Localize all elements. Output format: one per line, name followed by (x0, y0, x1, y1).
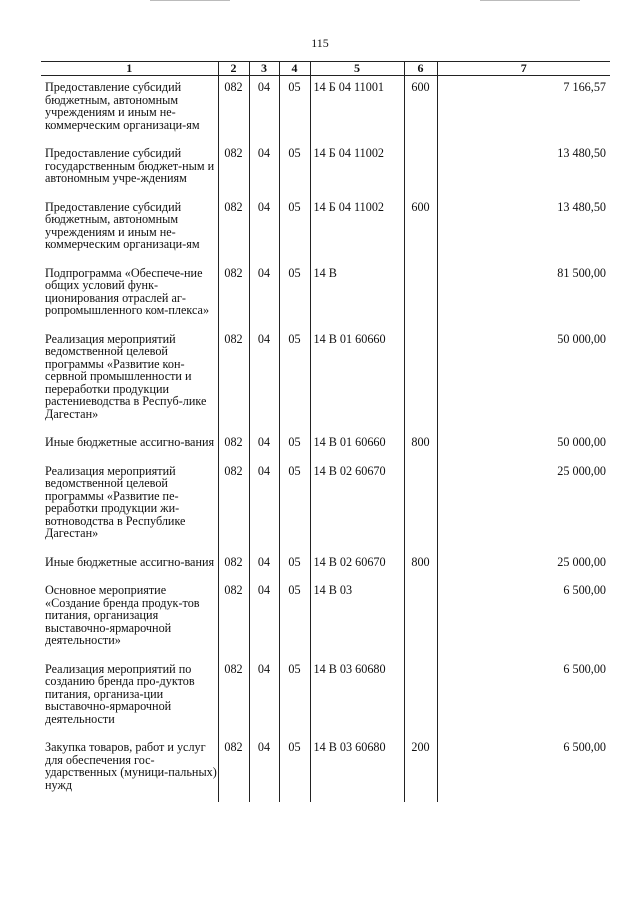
row-amount-cell: 81 500,00 (437, 262, 610, 328)
row-name-cell: Предоставление субсидий бюджетным, автономным учреждениям и иным не-коммерческим организаци-ям (45, 199, 200, 251)
column-header: 4 (279, 62, 310, 76)
row-ministry-cell: 082 (218, 658, 249, 737)
row-name-cell: Закупка товаров, работ и услуг для обеспечения гос-ударственных (муници-пальных) нужд (45, 740, 217, 792)
row-subsection-cell: 05 (279, 579, 310, 658)
row-subsection-cell: 05 (279, 76, 310, 143)
scan-edge-line (150, 0, 230, 1)
row-target-cell: 14 Б 04 11001 (310, 76, 404, 143)
row-expense-type-cell (404, 328, 437, 432)
row-section-cell: 04 (249, 431, 279, 460)
row-amount-cell: 50 000,00 (437, 431, 610, 460)
column-header: 6 (404, 62, 437, 76)
row-ministry-cell: 082 (218, 196, 249, 262)
column-header: 5 (310, 62, 404, 76)
row-expense-type-cell: 800 (404, 431, 437, 460)
table-row (41, 658, 610, 737)
table-header-row (41, 62, 610, 76)
table-row (41, 431, 610, 460)
row-expense-type-cell: 600 (404, 76, 437, 143)
row-section-cell: 04 (249, 196, 279, 262)
column-header: 7 (437, 62, 610, 76)
row-subsection-cell: 05 (279, 196, 310, 262)
table-row (41, 551, 610, 580)
row-target-cell: 14 В 03 60680 (310, 658, 404, 737)
row-ministry-cell: 082 (218, 551, 249, 580)
row-target-cell: 14 В 02 60670 (310, 551, 404, 580)
row-target-cell: 14 Б 04 11002 (310, 196, 404, 262)
row-expense-type-cell (404, 262, 437, 328)
row-amount-cell: 7 166,57 (437, 76, 610, 143)
row-ministry-cell: 082 (218, 431, 249, 460)
row-target-cell: 14 В 03 (310, 579, 404, 658)
page-number: 115 (311, 36, 329, 50)
row-section-cell: 04 (249, 262, 279, 328)
row-expense-type-cell (404, 658, 437, 737)
row-ministry-cell: 082 (218, 460, 249, 551)
row-ministry-cell: 082 (218, 142, 249, 196)
column-header: 1 (41, 62, 218, 76)
row-ministry-cell: 082 (218, 76, 249, 143)
table-row (41, 736, 610, 802)
row-target-cell: 14 Б 04 11002 (310, 142, 404, 196)
row-name-cell: Предоставление субсидий бюджетным, автономным учреждениям и иным не-коммерческим организаци-ям (45, 80, 200, 132)
row-section-cell: 04 (249, 579, 279, 658)
row-subsection-cell: 05 (279, 460, 310, 551)
row-amount-cell: 25 000,00 (437, 551, 610, 580)
row-expense-type-cell: 600 (404, 196, 437, 262)
row-name-cell: Реализация мероприятий по созданию бренда про-дуктов питания, организа-ции выставочно-ярмарочной деятельности (45, 661, 195, 726)
row-amount-cell: 50 000,00 (437, 328, 610, 432)
row-section-cell: 04 (249, 460, 279, 551)
row-section-cell: 04 (249, 142, 279, 196)
table-row (41, 460, 610, 551)
row-amount-cell: 25 000,00 (437, 460, 610, 551)
row-expense-type-cell: 800 (404, 551, 437, 580)
row-target-cell: 14 В (310, 262, 404, 328)
row-section-cell: 04 (249, 76, 279, 143)
row-subsection-cell: 05 (279, 262, 310, 328)
table-body (41, 76, 610, 803)
budget-table (41, 61, 610, 802)
row-name-cell: Реализация мероприятий ведомственной целевой программы «Развитие кон-сервной промышленности и переработки продукции растениеводства в Респуб-лике Дагестан» (45, 331, 207, 421)
row-section-cell: 04 (249, 658, 279, 737)
column-header: 2 (218, 62, 249, 76)
row-name-cell: Иные бюджетные ассигно-вания (45, 435, 215, 449)
row-name-cell: Основное мероприятие «Создание бренда продук-тов питания, организация выставочно-ярмарочной деятельности» (45, 583, 200, 647)
row-section-cell: 04 (249, 328, 279, 432)
row-target-cell: 14 В 03 60680 (310, 736, 404, 802)
row-ministry-cell: 082 (218, 328, 249, 432)
row-amount-cell: 6 500,00 (437, 658, 610, 737)
row-amount-cell: 13 480,50 (437, 142, 610, 196)
row-name-cell: Реализация мероприятий ведомственной целевой программы «Развитие пе-реработки продукции жи-вотноводства в Республике Дагестан» (45, 463, 186, 540)
row-subsection-cell: 05 (279, 431, 310, 460)
row-expense-type-cell (404, 579, 437, 658)
table-row (41, 142, 610, 196)
row-target-cell: 14 В 01 60660 (310, 328, 404, 432)
row-target-cell: 14 В 02 60670 (310, 460, 404, 551)
row-ministry-cell: 082 (218, 262, 249, 328)
row-ministry-cell: 082 (218, 579, 249, 658)
row-expense-type-cell: 200 (404, 736, 437, 802)
table-row (41, 579, 610, 658)
row-amount-cell: 6 500,00 (437, 579, 610, 658)
row-name-cell: Иные бюджетные ассигно-вания (45, 554, 215, 569)
row-subsection-cell: 05 (279, 658, 310, 737)
row-subsection-cell: 05 (279, 736, 310, 802)
row-subsection-cell: 05 (279, 328, 310, 432)
row-name-cell: Подпрограмма «Обеспече-ние общих условий функ-ционирования отраслей аг-ропромышленного ком-плекса» (45, 265, 210, 317)
row-ministry-cell: 082 (218, 736, 249, 802)
row-amount-cell: 6 500,00 (437, 736, 610, 802)
row-expense-type-cell (404, 460, 437, 551)
column-header: 3 (249, 62, 279, 76)
table-row (41, 328, 610, 432)
row-target-cell: 14 В 01 60660 (310, 431, 404, 460)
row-name-cell: Предоставление субсидий государственным бюджет-ным и автономным учре-ждениям (45, 146, 215, 185)
row-amount-cell: 13 480,50 (437, 196, 610, 262)
row-subsection-cell: 05 (279, 142, 310, 196)
table-row (41, 196, 610, 262)
row-expense-type-cell (404, 142, 437, 196)
scan-edge-line (480, 0, 580, 1)
table-row (41, 262, 610, 328)
table-row (41, 76, 610, 143)
row-section-cell: 04 (249, 551, 279, 580)
row-section-cell: 04 (249, 736, 279, 802)
row-subsection-cell: 05 (279, 551, 310, 580)
